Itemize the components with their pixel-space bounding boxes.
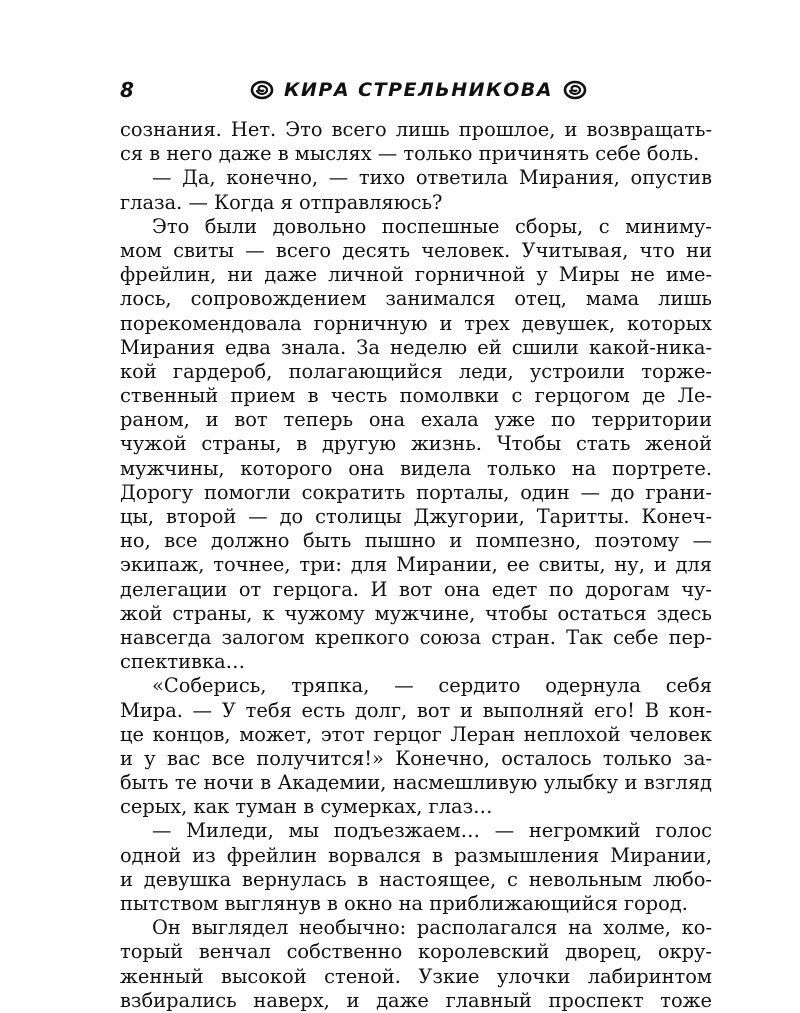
text-line: ся в него даже в мыслях — только причинять себе боль. xyxy=(120,142,700,166)
text-line: навсегда залогом крепкого союза стран. Так себе пер- xyxy=(120,625,712,649)
text-line: торый венчал собственно королевский дворец, окру- xyxy=(120,940,712,964)
text-line: Это были довольно поспешные сборы, с миниму- xyxy=(152,214,712,238)
page-number: 8 xyxy=(120,78,134,102)
text-line: мом свиты — всего десять человек. Учитывая, что ни xyxy=(120,238,712,262)
text-line: сознания. Нет. Это всего лишь прошлое, и возвращать- xyxy=(120,118,712,141)
text-line: лось, сопровождением занимался отец, мама лишь xyxy=(120,287,712,311)
text-line: но, все должно быть пышно и помпезно, поэтому — xyxy=(120,529,712,553)
text-line: жой страны, к чужому мужчине, чтобы остаться здесь xyxy=(120,601,712,625)
text-line: и у вас все получится!» Конечно, осталось только за- xyxy=(120,746,712,770)
text-line: мужчины, которого она видела только на портрете. xyxy=(120,456,712,480)
text-line: глаза. — Когда я отправляюсь? xyxy=(120,190,443,214)
text-line: одной из фрейлин ворвался в размышления Мирании, xyxy=(120,843,712,867)
running-head xyxy=(250,78,710,102)
text-line: Он выглядел необычно: располагался на холме, ко- xyxy=(152,916,712,940)
page-header xyxy=(120,78,712,114)
text-line: взбирались наверх, и даже главный проспект тоже xyxy=(120,988,712,1012)
text-line: порекомендовала горничную и трех девушек, которых xyxy=(120,311,712,335)
text-line: быть те ночи в Академии, насмешливую улыбку и взгляд xyxy=(120,771,712,795)
body-text xyxy=(120,118,712,1013)
text-line: ственный прием в честь помолвки с герцогом де Ле- xyxy=(120,384,712,408)
spiral-ornament-icon xyxy=(563,78,587,102)
spiral-ornament-icon xyxy=(250,78,274,102)
text-line: кой гардероб, полагающийся леди, устроили торже- xyxy=(120,359,712,383)
text-line: фрейлин, ни даже личной горничной у Миры не име- xyxy=(120,263,712,287)
text-line: чужой страны, в другую жизнь. Чтобы стать женой xyxy=(120,432,712,456)
text-line: серых, как туман в сумерках, глаз… xyxy=(120,795,493,819)
text-line: экипаж, точнее, три: для Мирании, ее свиты, ну, и для xyxy=(120,553,712,577)
text-line: цы, второй — до столицы Джугории, Таритты. Конеч- xyxy=(120,505,712,528)
text-line: — Миледи, мы подъезжаем… — негромкий голос xyxy=(152,819,712,843)
text-line: пытством выглянув в окно на приближающийся город. xyxy=(120,892,688,915)
text-line: спективка… xyxy=(120,650,246,674)
text-line: — Да, конечно, — тихо ответила Мирания, опустив xyxy=(152,166,712,190)
text-line: женный высокой стеной. Узкие улочки лабиринтом xyxy=(120,964,712,988)
text-line: и девушка вернулась в настоящее, с невольным любо- xyxy=(120,867,712,891)
text-line: Дорогу помогли сократить порталы, один — до грани- xyxy=(120,480,712,504)
text-line: Мира. — У тебя есть долг, вот и выполняй его! В кон- xyxy=(120,698,712,722)
text-line: делегации от герцога. И вот она едет по дорогам чу- xyxy=(120,577,712,601)
text-line: раном, и вот теперь она ехала уже по территории xyxy=(120,408,712,432)
running-title: КИРА СТРЕЛЬНИКОВА xyxy=(284,79,553,101)
text-line: Мирания едва знала. За неделю ей сшили какой-ника- xyxy=(120,335,712,359)
text-line: це концов, может, этот герцог Леран неплохой человек xyxy=(120,722,712,746)
text-line: «Соберись, тряпка, — сердито одернула себя xyxy=(152,674,712,698)
